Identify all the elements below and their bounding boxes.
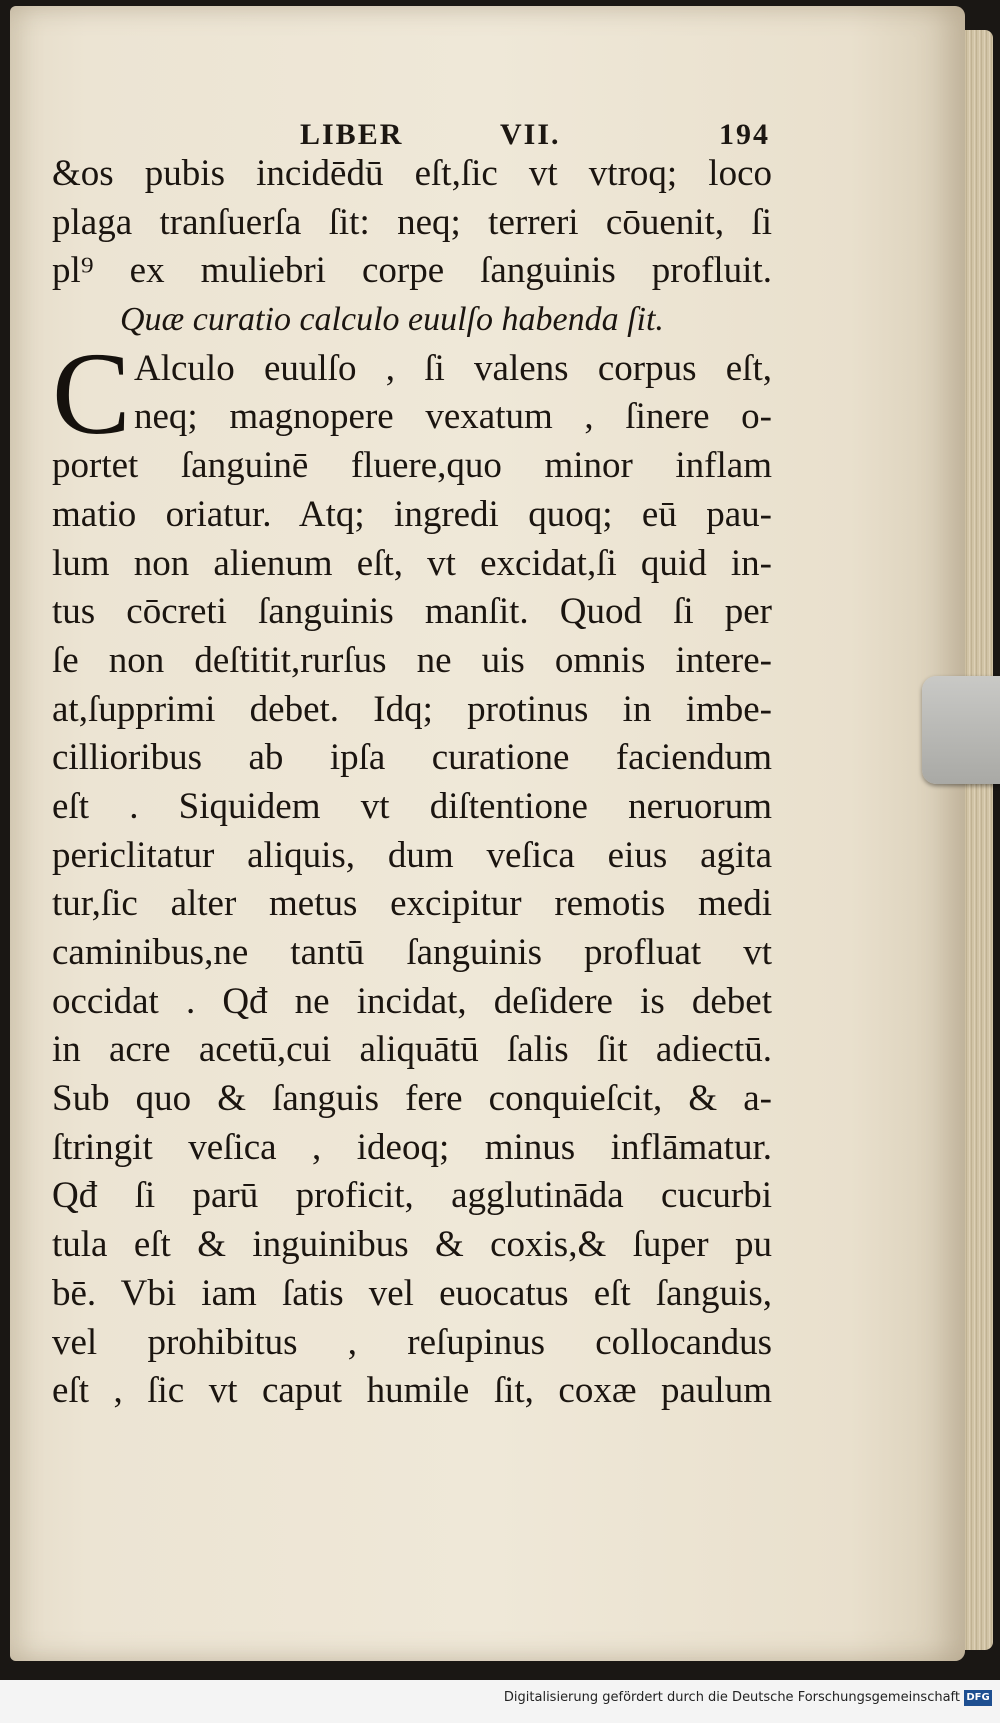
footer-bar bbox=[0, 1680, 1000, 1723]
text-line: ſe non deſtitit,rurſus ne uis omnis intere- bbox=[52, 639, 772, 681]
text-line: in acre acetū,cui aliquātū ſalis ſit adiectū. bbox=[52, 1029, 772, 1071]
page-clip-tab bbox=[922, 676, 1000, 784]
text-line: tula eſt & inguinibus & coxis,& ſuper pu bbox=[52, 1224, 772, 1266]
dfg-logo-icon: DFG bbox=[964, 1690, 992, 1706]
text-line: &os pubis incidēdū eſt,ſic vt vtroq; loco bbox=[52, 153, 772, 194]
text-line: vel prohibitus , reſupinus collocandus bbox=[52, 1321, 772, 1363]
text-line: Alculo euulſo , ſi valens corpus eſt, bbox=[134, 347, 772, 389]
text-line: eſt . Siquidem vt diſtentione neruorum bbox=[52, 785, 772, 827]
text-line: occidat . Qđ ne incidat, deſidere is debet bbox=[52, 980, 772, 1022]
text-line: bē. Vbi iam ſatis vel euocatus eſt ſanguis, bbox=[52, 1272, 772, 1314]
text-line: cillioribus ab ipſa curatione faciendum bbox=[52, 737, 772, 779]
text-line: caminibus,ne tantū ſanguinis profluat vt bbox=[52, 932, 772, 973]
text-line: tus cōcreti ſanguinis manſit. Quod ſi per bbox=[52, 591, 772, 633]
text-line: matio oriatur. Atq; ingredi quoq; eū pau- bbox=[52, 493, 772, 535]
header-title: LIBER bbox=[300, 118, 404, 151]
funding-credit: Digitalisierung gefördert durch die Deutsche Forschungsgemeinschaft bbox=[503, 1690, 960, 1705]
drop-cap: C bbox=[52, 328, 131, 459]
text-line: plaga tranſuerſa ſit: neq; terreri cōuenit, ſi bbox=[52, 201, 772, 243]
header-book-number: VII. bbox=[500, 118, 561, 151]
section-heading: Quæ curatio calculo euulſo habenda ſit. bbox=[120, 301, 664, 339]
text-line: at,ſupprimi debet. Idq; protinus in imbe- bbox=[52, 688, 772, 730]
text-line: ſtringit veſica , ideoq; minus inflāmatur. bbox=[52, 1126, 772, 1168]
folio-number: 194 bbox=[719, 118, 770, 151]
text-line: lum non alienum eſt, vt excidat,ſi quid in- bbox=[52, 542, 772, 584]
text-line: Qđ ſi parū proficit, agglutināda cucurbi bbox=[52, 1175, 772, 1217]
text-line: tur,ſic alter metus excipitur remotis medi bbox=[52, 883, 772, 925]
text-line: Sub quo & ſanguis fere conquieſcit, & a- bbox=[52, 1078, 772, 1120]
text-line: portet ſanguinē fluere,quo minor inflam bbox=[52, 445, 772, 487]
text-block bbox=[52, 150, 772, 1416]
text-line: periclitatur aliquis, dum veſica eius agita bbox=[52, 834, 772, 876]
text-line: pl⁹ ex muliebri corpe ſanguinis profluit. bbox=[52, 250, 772, 292]
text-line: neq; magnopere vexatum , ſinere o- bbox=[134, 396, 772, 438]
page-edges bbox=[963, 30, 993, 1650]
text-line: eſt , ſic vt caput humile ſit, coxæ paulum bbox=[52, 1370, 772, 1412]
